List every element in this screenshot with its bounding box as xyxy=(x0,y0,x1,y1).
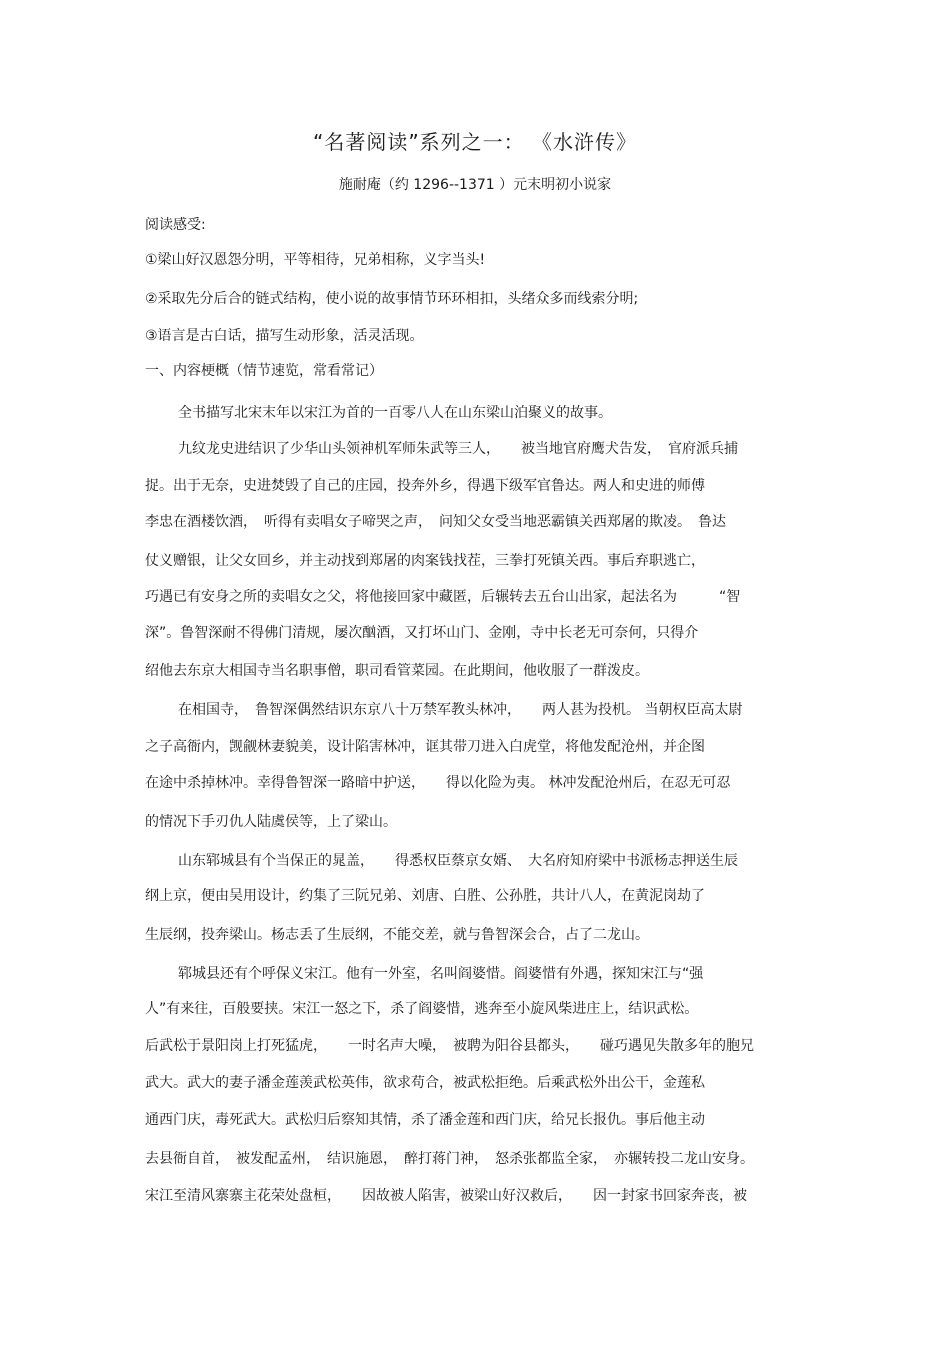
paragraph-line: 绍他去东京大相国寺当名职事僧，职司看管菜园。在此期间，他收服了一群泼皮。 xyxy=(145,663,649,679)
paragraph-line: 通西门庆，毒死武大。武松归后察知其情，杀了潘金莲和西门庆，给兄长报仇。事后他主动 xyxy=(145,1112,705,1128)
paragraph-line: 纲上京，便由吴用设计，约集了三阮兄弟、刘唐、白胜、公孙胜，共计八人，在黄泥岗劫了 xyxy=(145,888,705,904)
author-line: 施耐庵（约 1296--1371 ）元末明初小说家 xyxy=(338,177,612,193)
paragraph-line: 捉。出于无奈，史进焚毁了自己的庄园，投奔外乡，得遇下级军官鲁达。两人和史进的师傅 xyxy=(145,478,705,494)
paragraph-line: 人”有来往，百般要挟。宋江一怒之下，杀了阎婆惜，逃奔至小旋风柴进庄上，结识武松。 xyxy=(145,1001,699,1017)
paragraph-line: 九纹龙史进结识了少华山头领神机军师朱武等三人， 被当地官府鹰犬告发， 官府派兵捕 xyxy=(178,441,738,457)
paragraph-line: 生辰纲，投奔梁山。杨志丢了生辰纲，不能交差，就与鲁智深会合，占了二龙山。 xyxy=(145,927,649,943)
paragraph-line: 李忠在酒楼饮酒， 听得有卖唱女子啼哭之声， 问知父女受当地恶霸镇关西郑屠的欺凌。 鲁达 xyxy=(145,514,726,530)
paragraph-line: 巧遇已有安身之所的卖唱女之父，将他接回家中藏匿，后辗转去五台山出家，起法名为 “智 xyxy=(145,589,741,605)
paragraph-line: 武大。武大的妻子潘金莲羡武松英伟，欲求苟合，被武松拒绝。后乘武松外出公干，金莲私 xyxy=(145,1075,705,1091)
impression-item-1: ①梁山好汉恩怨分明，平等相待，兄弟相称，义字当头! xyxy=(145,252,486,268)
paragraph-line: 之子高衙内，觊觎林妻貌美，设计陷害林冲，诓其带刀进入白虎堂，将他发配沧州，并企图 xyxy=(145,739,705,755)
paragraph-line: 郓城县还有个呼保义宋江。他有一外室，名叫阎婆惜。阎婆惜有外遇，探知宋江与“强 xyxy=(178,966,704,982)
impression-item-3: ③语言是古白话，描写生动形象，活灵活现。 xyxy=(145,328,424,344)
paragraph-line: 的情况下手刃仇人陆虞侯等，上了梁山。 xyxy=(145,814,397,830)
paragraph-line: 在途中杀掉林冲。幸得鲁智深一路暗中护送， 得以化险为夷。 林冲发配沧州后，在忍无可忍 xyxy=(145,775,731,791)
impression-item-2: ②采取先分后合的链式结构，使小说的故事情节环环相扣，头绪众多而线索分明; xyxy=(145,291,639,307)
section-heading-synopsis: 一、内容梗概（情节速览，常看常记） xyxy=(145,363,383,379)
paragraph-line: 在相国寺， 鲁智深偶然结识东京八十万禁军教头林冲， 两人甚为投机。 当朝权臣高太尉 xyxy=(178,702,743,718)
paragraph-line: 仗义赠银，让父女回乡，并主动找到郑屠的肉案钱找茬，三拳打死镇关西。事后弃职逃亡， xyxy=(145,553,705,569)
paragraph-line: 深”。鲁智深耐不得佛门清规，屡次酗酒，又打坏山门、金刚，寺中长老无可奈何，只得介 xyxy=(145,625,699,641)
paragraph-line: 去县衙自首， 被发配孟州， 结识施恩， 醉打蒋门神， 怒杀张都监全家， 亦辗转投二龙山安身。 xyxy=(145,1151,754,1167)
paragraph-line: 宋江至清风寨寨主花荣处盘桓， 因故被人陷害，被梁山好汉救后， 因一封家书回家奔丧，被 xyxy=(145,1188,747,1204)
paragraph-line: 山东郓城县有个当保正的晁盖， 得悉权臣蔡京女婿、 大名府知府梁中书派杨志押送生辰 xyxy=(178,853,738,869)
paragraph-line: 后武松于景阳岗上打死猛虎， 一时名声大噪， 被聘为阳谷县都头， 碰巧遇见失散多年的胞兄 xyxy=(145,1038,754,1054)
section-label-reading-impressions: 阅读感受: xyxy=(145,217,206,233)
paragraph-line: 全书描写北宋末年以宋江为首的一百零八人在山东梁山泊聚义的故事。 xyxy=(178,405,612,421)
document-title: “名著阅读”系列之一： 《水浒传》 xyxy=(312,130,638,154)
